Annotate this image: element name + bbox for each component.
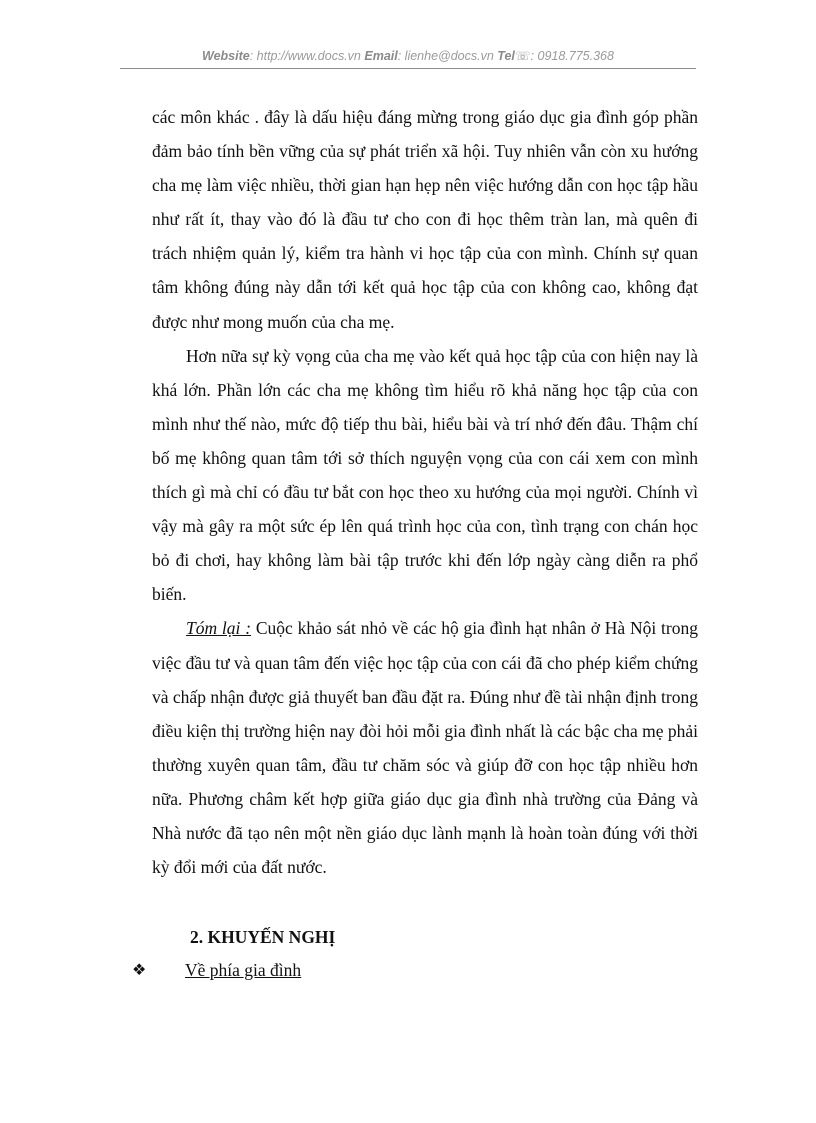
paragraph-3 — [152, 611, 698, 884]
summary-body: Cuộc khảo sát nhỏ về các hộ gia đình hạt nhân ở Hà Nội trong việc đầu tư và quan tâm đến việc học tập của con cái đã cho phép kiểm chứng và chấp nhận được giả thuyết ban đầu đặt ra. Đúng như đề tài nhận định trong điều kiện thị trường hiện nay đòi hỏi mỗi gia đình nhất là các bậc cha mẹ phải thường xuyên quan tâm, đầu tư chăm sóc và giúp đỡ con học tập nhiều hơn nữa. Phương châm kết hợp giữa giáo dục gia đình nhà trường của Đảng và Nhà nước đã tạo nên một nền giáo dục lành mạnh là hoàn toàn đúng với thời kỳ đổi mới của đất nước. — [152, 618, 699, 878]
diamond-bullet-icon: ❖ — [132, 960, 147, 979]
tel-value: : 0918.775.368 — [530, 49, 614, 63]
document-body — [152, 100, 698, 884]
summary-lead: Tóm lại : — [186, 618, 252, 639]
paragraph-2: Hơn nữa sự kỳ vọng của cha mẹ vào kết quả học tập của con hiện nay là khá lớn. Phần lớn các cha mẹ không tìm hiểu rõ khả năng học tập của con mình như thế nào, mức độ tiếp thu bài, hiểu bài và trí nhớ đến đâu. Thậm chí bố mẹ không quan tâm tới sở thích nguyện vọng của con cái xem con mình thích gì mà chỉ có đầu tư bắt con học theo xu hướng của mọi người. Chính vì vậy mà gây ra một sức ép lên quá trình học của con, tình trạng con chán học bỏ đi chơi, hay không làm bài tập trước khi đến lớp ngày càng diễn ra phổ biến. — [152, 345, 698, 605]
website-label: Website — [202, 49, 250, 63]
email-value: : lienhe@docs.vn — [397, 49, 494, 63]
phone-icon: ☏ — [514, 49, 531, 63]
bullet-item-label: Về phía gia đình — [185, 960, 302, 980]
email-label: Email — [364, 49, 398, 63]
tel-label: Tel — [497, 49, 515, 63]
website-value: : http://www.docs.vn — [249, 49, 361, 63]
section-heading: 2. KHUYẾN NGHỊ — [190, 927, 336, 947]
paragraph-1: các môn khác . đây là dấu hiệu đáng mừng trong giáo dục gia đình góp phần đảm bảo tính bền vững của sự phát triển xã hội. Tuy nhiên vẫn còn xu hướng cha mẹ làm việc nhiều, thời gian hạn hẹp nên việc hướng dẫn con học tập hầu như rất ít, thay vào đó là đầu tư cho con đi học thêm tràn lan, mà quên đi trách nhiệm quản lý, kiểm tra hành vi học tập của con mình. Chính sự quan tâm không đúng này dẫn tới kết quả học tập của con không cao, không đạt được như mong muốn của cha mẹ. — [152, 107, 698, 332]
page-header — [120, 48, 696, 69]
